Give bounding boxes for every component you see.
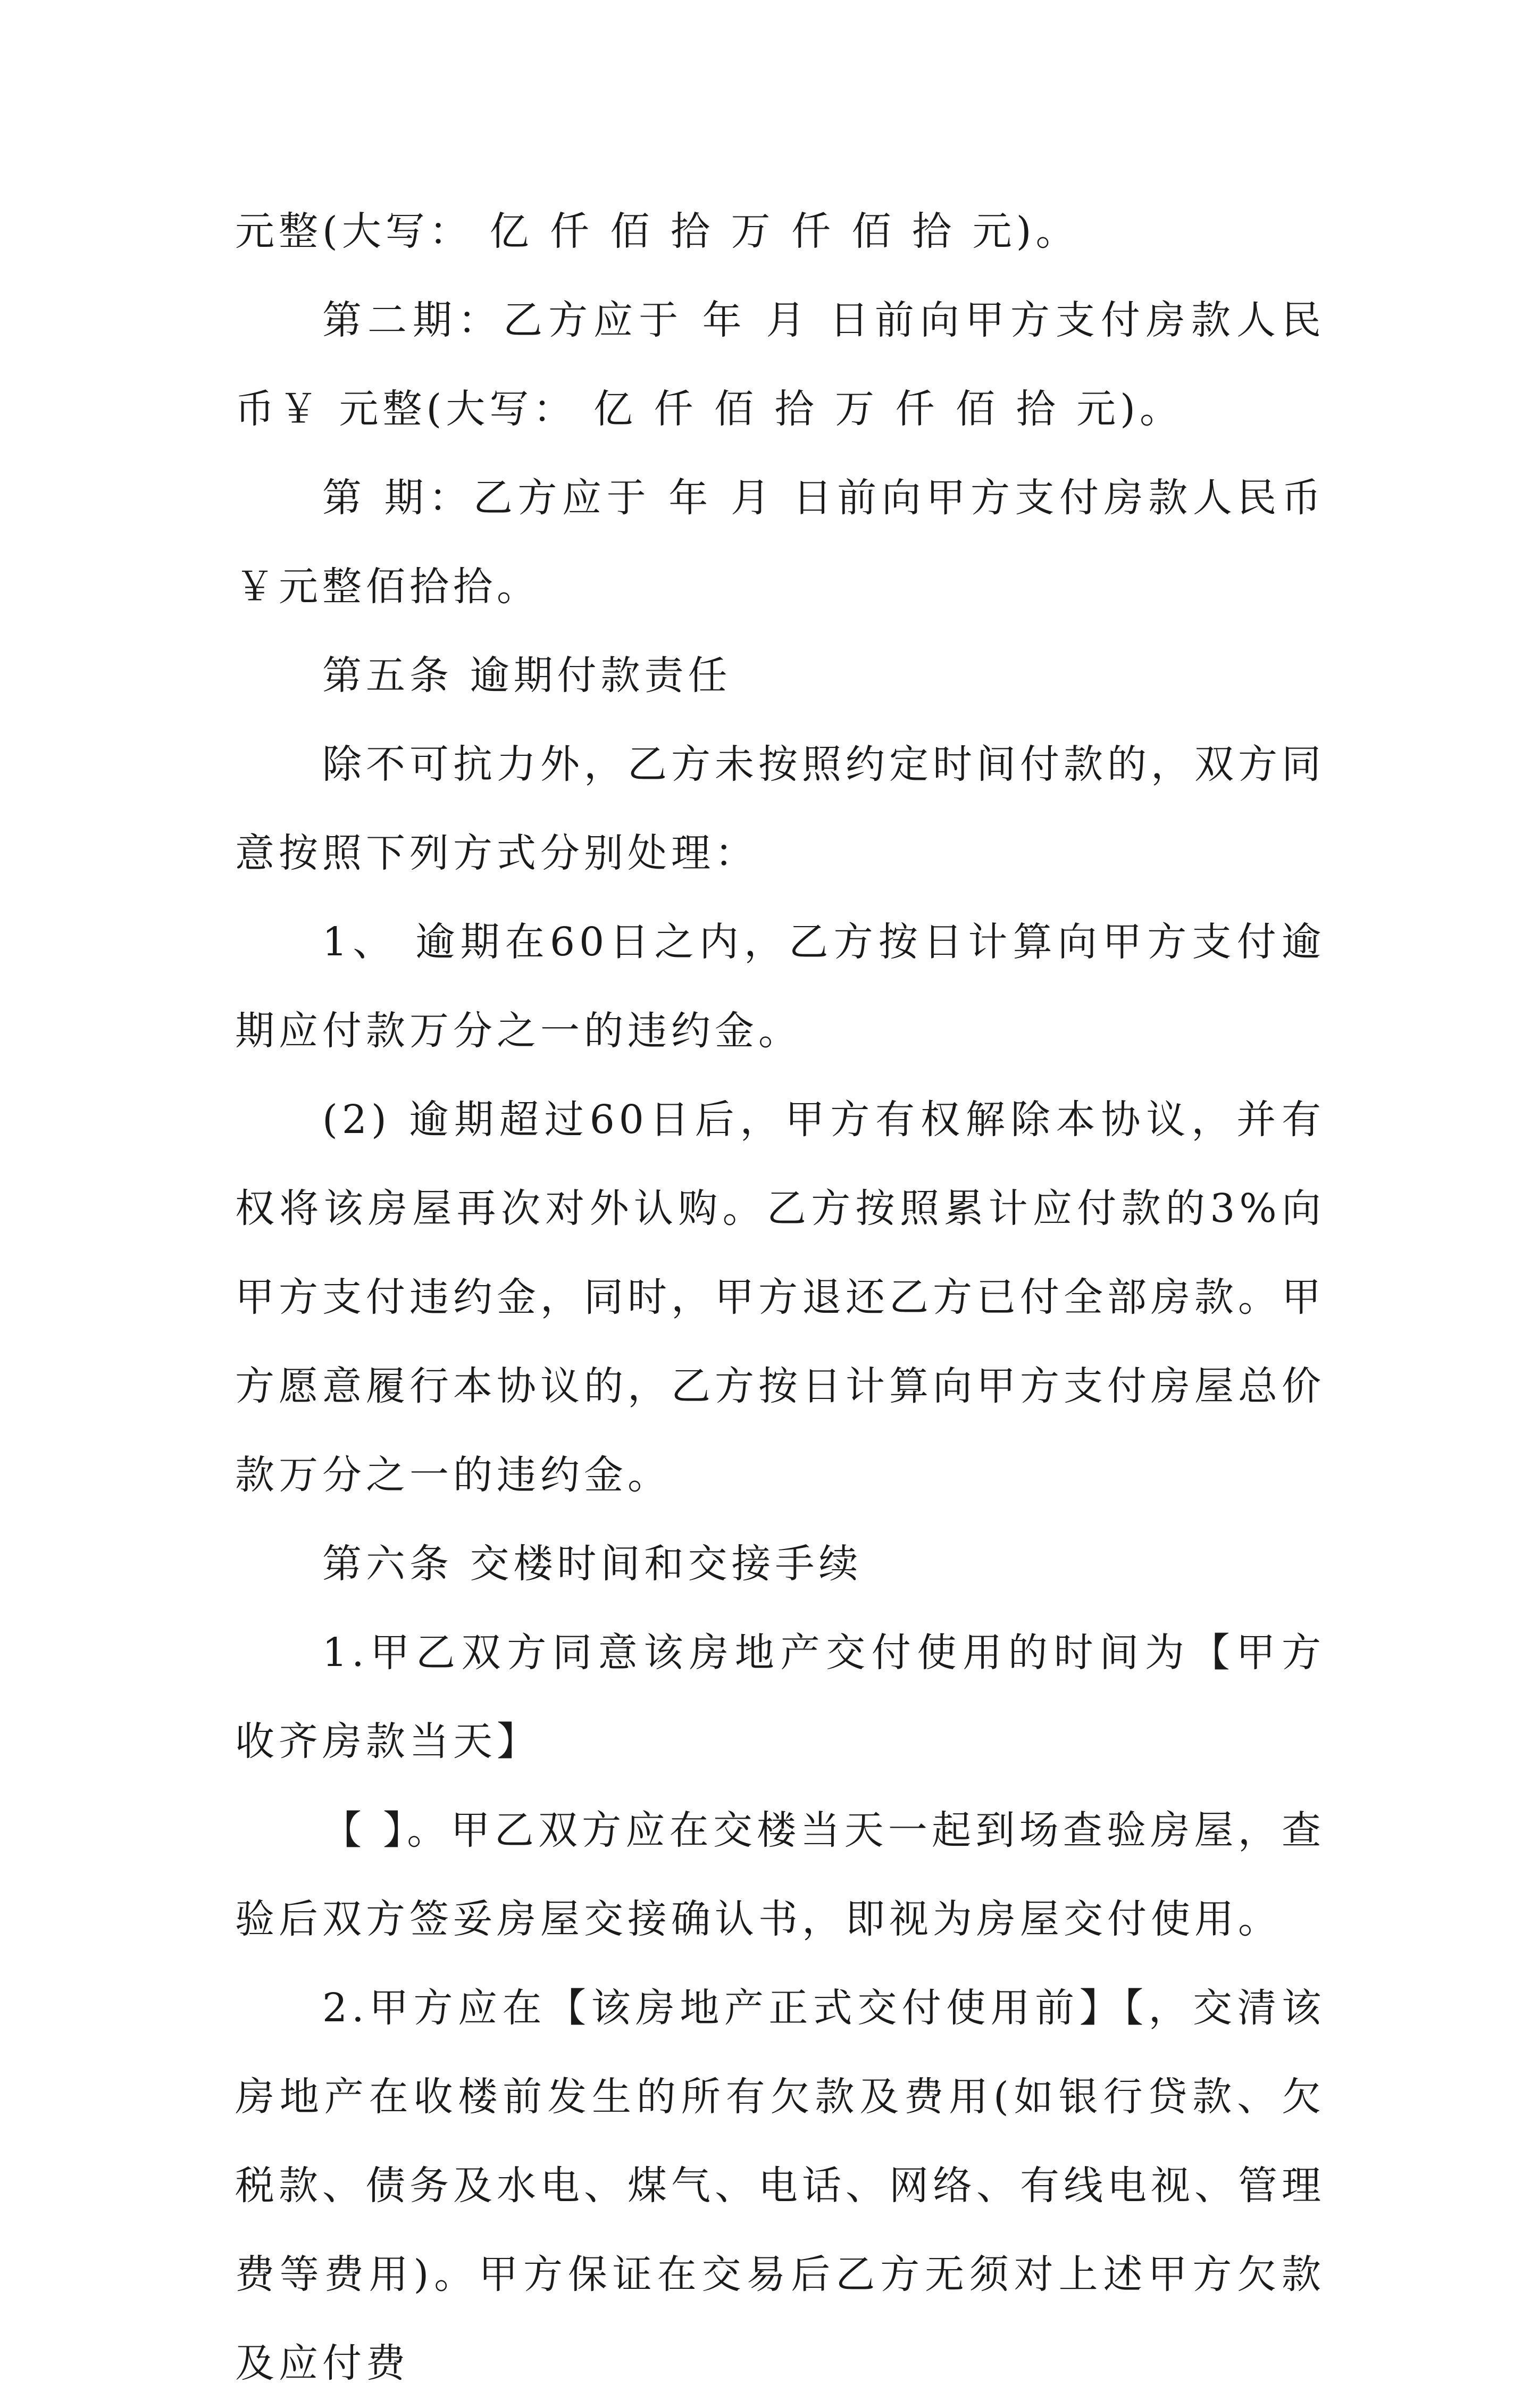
paragraph-installment-amount-words: 元整(大写： 亿 仟 佰 拾 万 仟 佰 拾 元)。 <box>235 209 1080 254</box>
paragraph-late-payment-intro: 除不可抗力外，乙方未按照约定时间付款的，双方同意按照下列方式分别处理： <box>235 741 1325 876</box>
paragraph-delivery-inspection: 【 】。甲乙双方应在交楼当天一起到场查验房屋，查验后双方签妥房屋交接确认书，即视为房屋交付使用。 <box>235 1807 1325 1942</box>
paragraph-late-over-60-days: (2) 逾期超过60日后，甲方有权解除本协议，并有权将该房屋再次对外认购。乙方按照累计应付款的3%向甲方支付违约金，同时，甲方退还乙方已付全部房款。甲方愿意履行本协议的，乙方按日计算向甲方支付房屋总价款万分之一的违约金。 <box>235 1097 1325 1498</box>
paragraph-late-within-60-days: 1、 逾期在60日之内，乙方按日计算向甲方支付逾期应付款万分之一的违约金。 <box>235 919 1325 1054</box>
article-6-heading: 第六条 交楼时间和交接手续 <box>322 1541 863 1587</box>
paragraph-debts-settlement: 2.甲方应在【该房地产正式交付使用前】【，交清该房地产在收楼前发生的所有欠款及费用(如银行贷款、欠税款、债务及水电、煤气、电话、网络、有线电视、管理费等费用)。甲方保证在交易后乙方无须对上述甲方欠款及应付费 <box>235 1985 1325 2386</box>
document-body <box>235 187 1325 2408</box>
paragraph-delivery-time: 1.甲乙双方同意该房地产交付使用的时间为【甲方收齐房款当天】 <box>235 1630 1325 1764</box>
paragraph-nth-installment: 第 期：乙方应于 年 月 日前向甲方支付房款人民币￥元整佰拾拾。 <box>235 475 1325 610</box>
paragraph-second-installment: 第二期：乙方应于 年 月 日前向甲方支付房款人民币￥ 元整(大写： 亿 仟 佰 拾 万 仟 佰 拾 元)。 <box>235 297 1325 432</box>
article-5-heading: 第五条 逾期付款责任 <box>322 653 732 698</box>
